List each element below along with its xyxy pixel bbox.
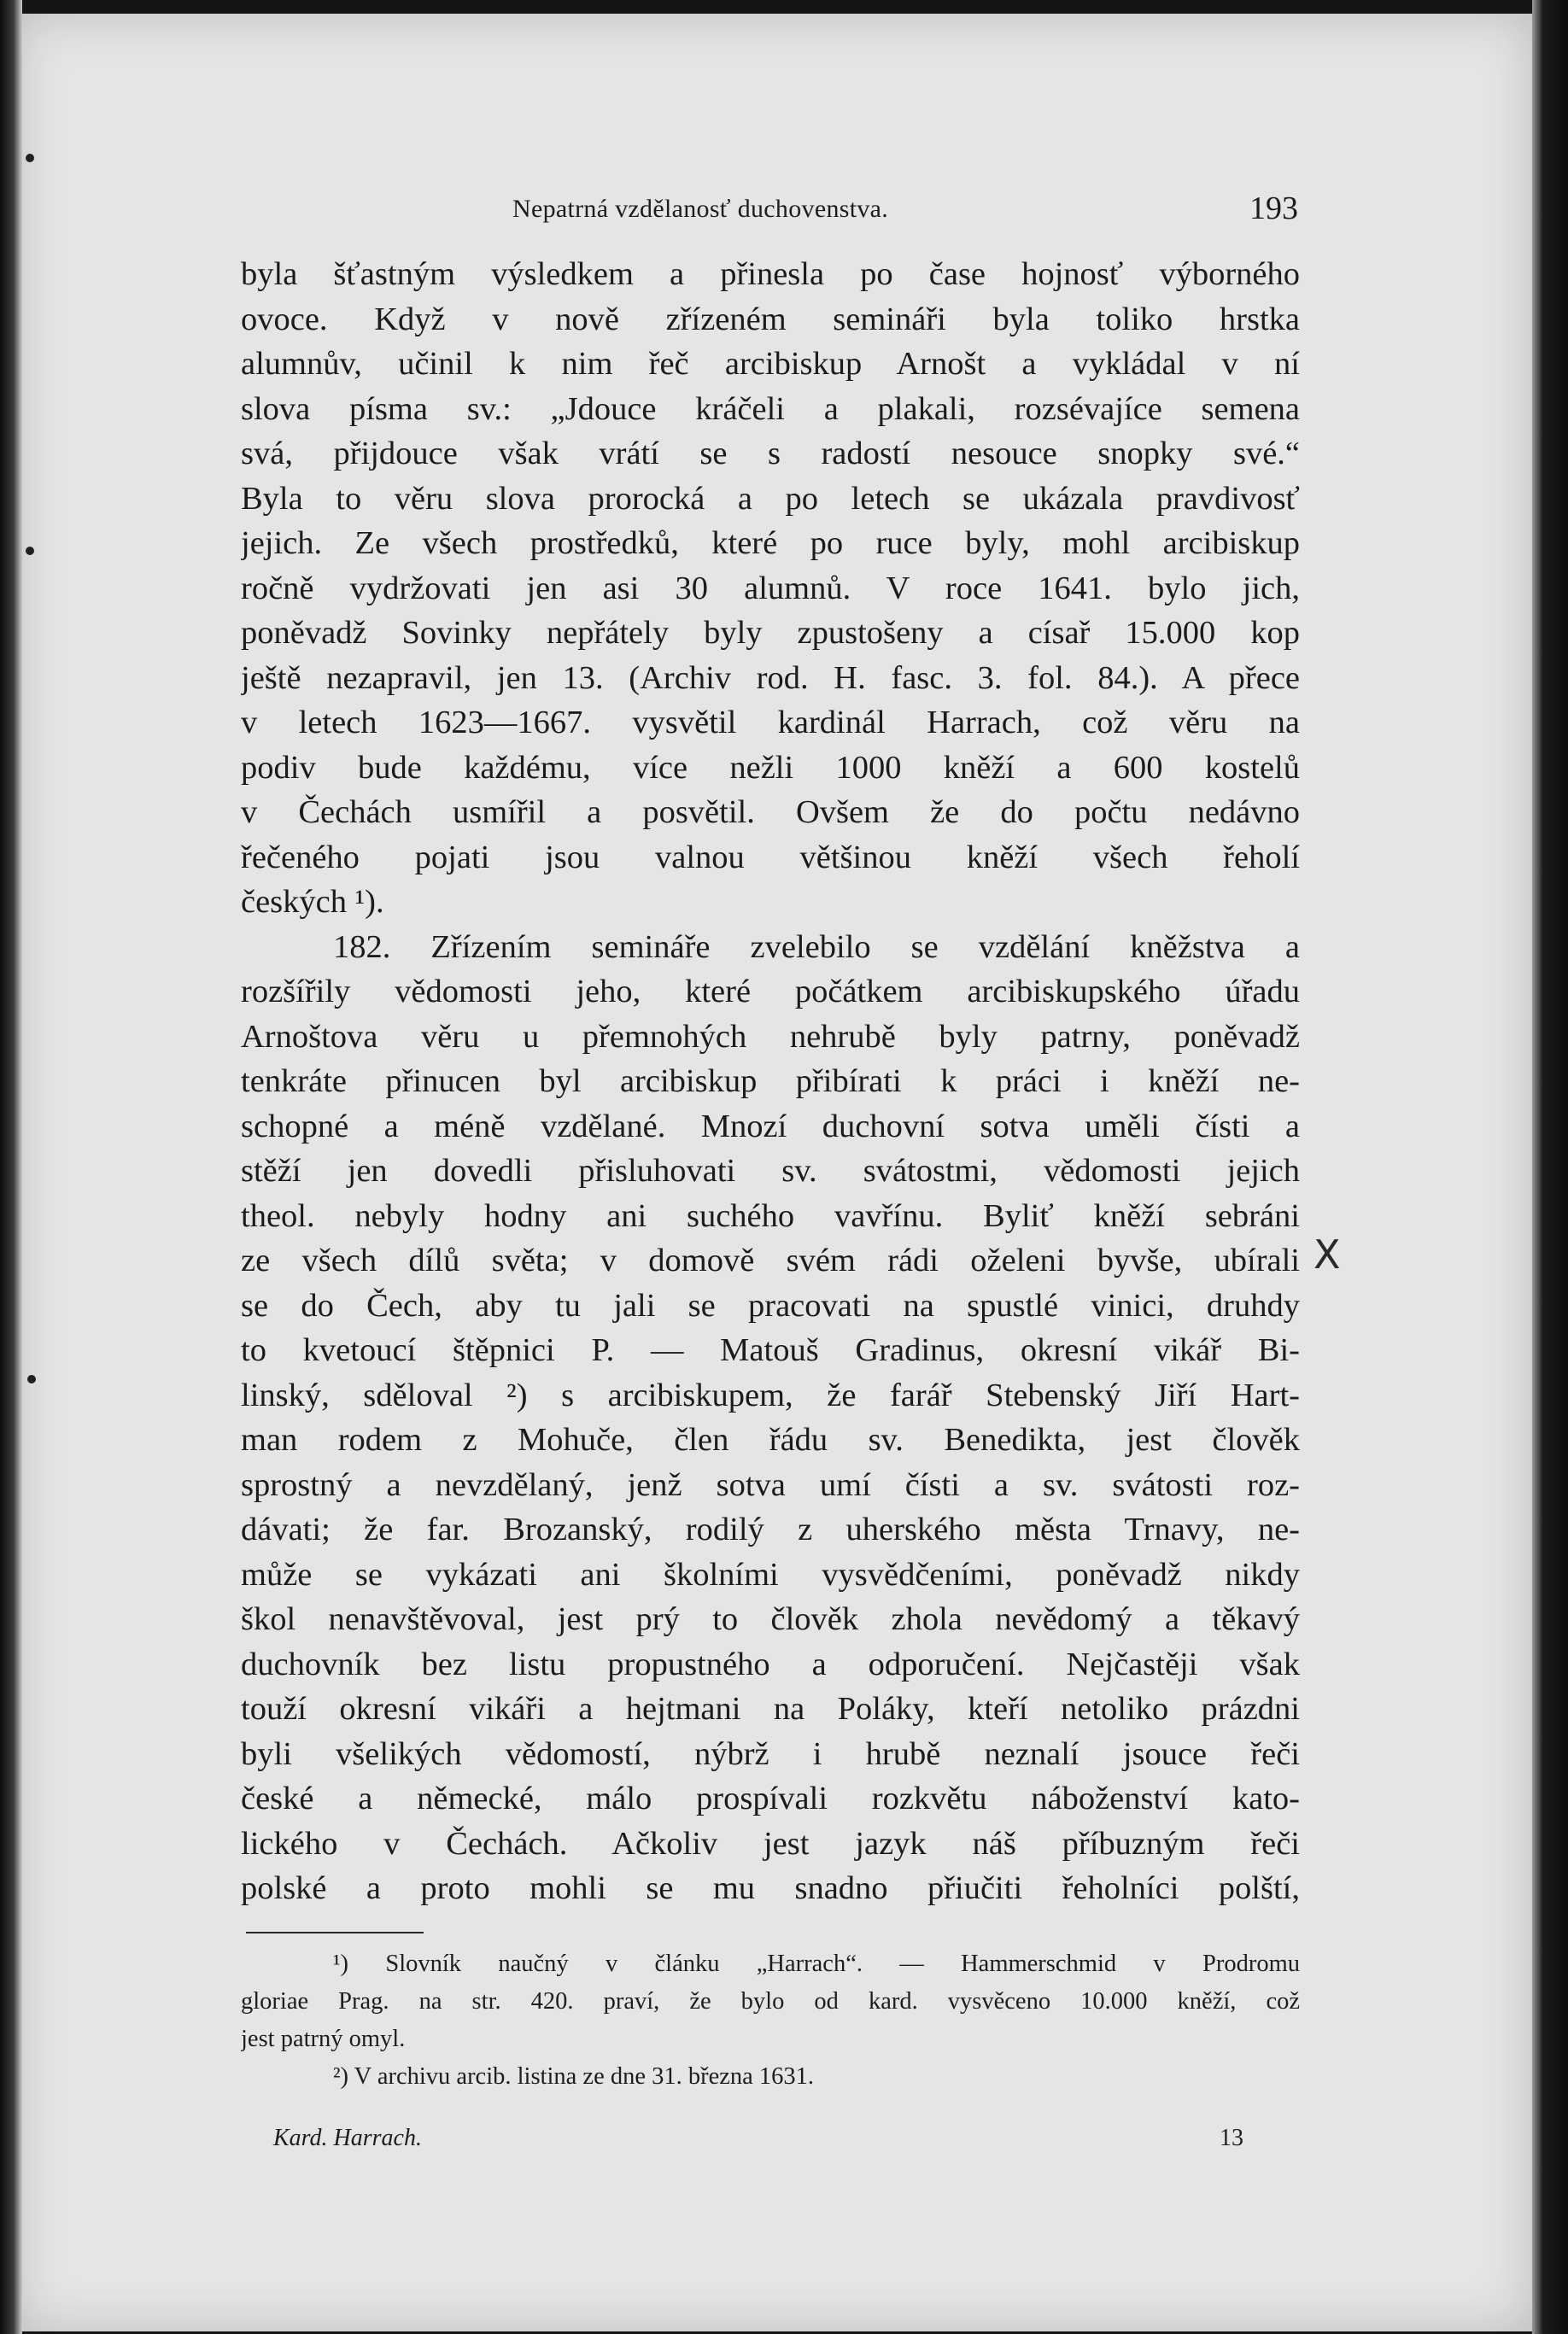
text-line: touží okresní vikáři a hejtmani na Poláky, kteří netoliko prázdni [241,1691,1300,1727]
text-line: Arnoštova věru u přemnohých nehrubě byly patrny, poněvadž [241,1018,1300,1055]
text-line: ze všech dílů světa; v domově svém rádi oželeni byvše, ubírali [241,1243,1300,1278]
binding-mark [26,547,34,555]
text-line: slova písma sv.: „Jdouce kráčeli a plakali, rozsévajíce semena [241,390,1300,427]
footnote-line: ¹) Slovník naučný v článku „Harrach“. — Hammerschmid v Prodromu [333,1951,1300,1977]
text-line: polské a proto mohli se mu snadno přiučiti řeholníci polští, [241,1870,1300,1906]
text-line: poněvadž Sovinky nepřátely byly zpustošeny a císař 15.000 kop [241,615,1300,651]
text-line: schopné a méně vzdělané. Mnozí duchovní sotva uměli čísti a [241,1108,1300,1144]
footnote-line: ²) V archivu arcib. listina ze dne 31. března 1631. [333,2063,815,2090]
text-line: Byla to věru slova prorocká a po letech se ukázala pravdivosť [241,480,1300,517]
footnote-line: gloriae Prag. na str. 420. praví, že bylo od kard. vysvěceno 10.000 kněží, což [241,1988,1300,2015]
text-line: může se vykázati ani školními vysvědčeními, poněvadž nikdy [241,1556,1300,1593]
page-edge-right [1532,0,1568,2334]
text-line: rozšířily vědomosti jeho, které počátkem arcibiskupského úřadu [241,974,1300,1009]
text-line: podiv bude každému, více nežli 1000 kněží a 600 kostelů [241,749,1300,786]
text-line: tenkráte přinucen byl arcibiskup přibírati k práci i kněží ne- [241,1063,1300,1099]
text-line: svá, přijdouce však vrátí se s radostí nesouce snopky své.“ [241,436,1300,471]
margin-x-mark: X [1313,1231,1341,1278]
text-line: to kvetoucí štěpnici P. — Matouš Gradinus, okresní vikář Bi- [241,1332,1300,1368]
footnotes [241,1945,1300,2096]
text-line: v Čechách usmířil a posvětil. Ovšem že do počtu nedávno [241,794,1300,830]
text-line: ještě nezapravil, jen 13. (Archiv rod. H. fasc. 3. fol. 84.). A přece [241,659,1300,696]
footnote-rule [246,1932,424,1933]
text-line: duchovník bez listu propustného a odporučení. Nejčastěji však [241,1646,1300,1682]
text-line: linský, sděloval ²) s arcibiskupem, že farář Stebenský Jiří Hart- [241,1377,1300,1413]
footnote-line: jest patrný omyl. [241,2026,406,2052]
text-line: sprostný a nevzdělaný, jenž sotva umí čísti a sv. svátosti roz- [241,1466,1300,1503]
text-line: ovoce. Když v nově zřízeném semináři byla toliko hrstka [241,301,1300,337]
text-line: byla šťastným výsledkem a přinesla po čase hojnosť výborného [241,256,1300,292]
page-number: 193 [1249,190,1298,226]
text-line: lického v Čechách. Ačkoliv jest jazyk náš příbuzným řeči [241,1825,1300,1862]
text-line: dávati; že far. Brozanský, rodilý z uherského města Trnavy, ne- [241,1512,1300,1547]
text-line: českých ¹). [241,884,384,920]
running-header [239,190,1298,232]
body-text [241,252,1300,1911]
text-line: ročně vydržovati jen asi 30 alumnů. V roce 1641. bylo jich, [241,570,1300,606]
text-line: alumnův, učinil k nim řeč arcibiskup Arnošt a vykládal v ní [241,346,1300,382]
text-line: theol. nebyly hodny ani suchého vavřínu. Byliť kněží sebráni [241,1197,1300,1234]
signature-number: 13 [1220,2125,1243,2151]
header-title: Nepatrná vzdělanosť duchovenstva. [512,195,889,223]
text-line: jejich. Ze všech prostředků, které po ruce byly, mohl arcibiskup [241,525,1300,561]
text-line: man rodem z Mohuče, člen řádu sv. Benedikta, jest člověk [241,1422,1300,1458]
text-line: české a německé, málo prospívali rozkvětu náboženství kato- [241,1781,1300,1816]
text-line: se do Čech, aby tu jali se pracovati na spustlé vinici, druhdy [241,1287,1300,1324]
text-line: stěží jen dovedli přisluhovati sv. svátostmi, vědomosti jejich [241,1153,1300,1189]
text-line: 182. Zřízením semináře zvelebilo se vzdělání kněžstva a [333,928,1300,965]
text-line: škol nenavštěvoval, jest prý to člověk zhola nevědomý a těkavý [241,1601,1300,1637]
text-line: řečeného pojati jsou valnou většinou kněží všech řeholí [241,839,1300,875]
text-line: v letech 1623—1667. vysvětil kardinál Harrach, což věru na [241,705,1300,740]
binding-mark [27,1375,36,1383]
signature-label: Kard. Harrach. [273,2125,422,2151]
page-edge-left [0,0,22,2334]
text-line: byli všelikých vědomostí, nýbrž i hrubě neznalí jsouce řeči [241,1735,1300,1772]
binding-mark [26,154,34,162]
